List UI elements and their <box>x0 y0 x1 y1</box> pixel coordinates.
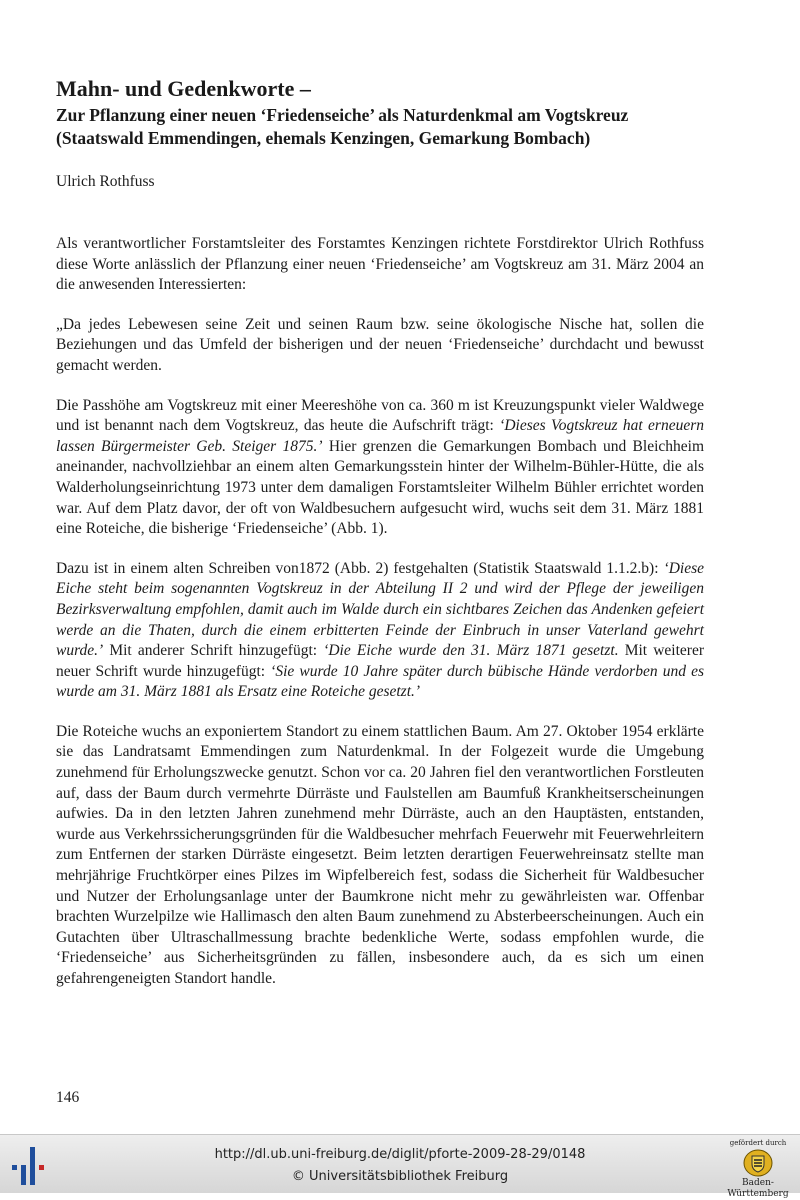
paragraph-1: Als verantwortlicher Forstamtsleiter des Forstamtes Kenzingen richtete Forstdirektor Ulrich Rothfuss diese Worte anlässlich der Pflanzung einer neuen ‘Friedenseiche’ am Vogtskreuz am 31. März 2004 an die anwesenden Interessierten: <box>56 235 704 294</box>
paragraph-2: „Da jedes Lebewesen seine Zeit und seinen Raum bzw. seine ökologische Nische hat, sollen die Beziehungen und das Umfeld der bisherigen und der neuen ‘Friedenseiche’ durchdacht und bewusst gemacht werden. <box>56 315 704 374</box>
permalink-url[interactable]: http://dl.ub.uni-freiburg.de/diglit/pforte-2009-28-29/0148 <box>214 1147 586 1162</box>
paragraph-4-quote-2: ‘Die Eiche wurde den 31. März 1871 gesetzt. <box>323 642 619 660</box>
paragraph-3-text-b: Hier grenzen die Gemarkungen Bombach und Bleichheim aneinander, nachvollziehbar an einem alten Gemarkungsstein hinter der Wilhelm-Bühler-Hütte, die als Walderholungseinrichtung 1973 unter dem damaligen Forstamtsleiter Wilhelm Bühler errichtet worden war. Auf dem Platz davor, der oft von Waldbesuchern aufgesucht wird, wuchs seit dem 31. März 1881 eine Roteiche, die bisherige ‘Friedenseiche’ (Abb. 1). <box>56 437 705 538</box>
sponsor-name: Baden-Württemberg <box>727 1178 789 1199</box>
sponsor-label: gefördert durch <box>729 1139 787 1147</box>
paragraph-3 <box>56 396 704 540</box>
sponsor-block <box>718 1139 798 1199</box>
author-name: Ulrich Rothfuss <box>56 173 155 190</box>
paragraph-4-text-a: Dazu ist in einem alten Schreiben von1872 (Abb. 2) festgehalten (Statistik Staatswald 1.1.2.b): <box>56 559 664 577</box>
paragraph-4-quote-3: ‘Sie wurde 10 Jahre später durch bübische Hände verdorben und es wurde am 31. März 1881 als Ersatz eine Roteiche gesetzt.’ <box>56 662 704 701</box>
copyright-text: © Universitätsbibliothek Freiburg <box>291 1169 509 1184</box>
paragraph-5: Die Roteiche wuchs an exponiertem Standort zu einem stattlichen Baum. Am 27. Oktober 1954 erklärte sie das Landratsamt Emmendingen zum Naturdenkmal. In der Folgezeit wurde die Umgebung zunehmend für Erholungszwecke genutzt. Schon vor ca. 20 Jahren fiel den verantwortlichen Forstleuten auf, dass der Baum durch vermehrte Dürräste und Faulstellen am Baumfuß Krankheitserscheinungen aufwies. Da in den letzten Jahren zunehmend mehr Dürräste, auch an den Hauptästen, entstanden, wurde aus Verkehrssicherungsgründen für die Waldbesucher mehrfach Feuerwehr mit Feuerwehrleitern zum Entfernen der starken Dürräste eingesetzt. Beim letzten derartigen Feuerwehreinsatz stellte man mehrjährige Fruchtkörper eines Pilzes im Wipfelbereich fest, sodass die Sicherheit für Waldbesucher und Nutzer der Erholungsanlage unter der Baumkrone nicht mehr zu gewährleisten war. Offenbar brachten Wurzelpilze wie Hallimasch den alten Baum zunehmend zu Absterbeerscheinungen. Auch ein Gutachten über Ultraschallmessung brachte bedenkliche Werte, sodass empfohlen wurde, die ‘Friedenseiche’ aus Sicherheitsgründen zu fällen, insbesondere auch, da es sich um einen gefahrengeneigten Standort handle. <box>56 722 704 987</box>
page-number: 146 <box>56 1089 80 1106</box>
viewer-footer <box>0 1134 800 1199</box>
article <box>56 76 704 1009</box>
paragraph-4 <box>56 559 704 703</box>
subtitle-line-1: Zur Pflanzung einer neuen ‘Friedenseiche’ als Naturdenkmal am Vogtskreuz <box>56 105 629 125</box>
paragraph-4-text-b: Mit anderer Schrift hinzugefügt: <box>103 642 324 660</box>
article-title: Mahn- und Gedenkworte – <box>56 76 311 101</box>
article-subtitle <box>56 104 704 150</box>
paragraph-4-quote-1: ‘Diese Eiche steht beim sogenannten Vogtskreuz in der Abteilung II 2 und wird der Pflege der jeweiligen Bezirksverwaltung empfohlen, damit auch im Walde durch ein sichtbares Zeichen das Andenken gefeiert werde an die Thaten, durch die einem erbitterten Feinde der Einbruch in unser Vaterland gewehrt wurde.’ <box>56 559 704 660</box>
paragraph-4-text-c: Mit weiterer neuer Schrift wurde hinzugefügt: <box>56 642 704 680</box>
paragraph-3-text-a: Die Passhöhe am Vogtskreuz mit einer Meereshöhe von ca. 360 m ist Kreuzungspunkt vieler Waldwege und ist benannt nach dem Vogtskreuz, das heute die Aufschrift trägt: <box>56 396 704 435</box>
baden-wuerttemberg-crest-icon <box>743 1149 773 1177</box>
article-body <box>56 234 704 990</box>
paragraph-3-quote: ‘Dieses Vogtskreuz hat erneuern lassen Bürgermeister Geb. Steiger 1875.’ <box>56 417 704 455</box>
subtitle-line-2: (Staatswald Emmendingen, ehemals Kenzingen, Gemarkung Bombach) <box>56 128 591 148</box>
